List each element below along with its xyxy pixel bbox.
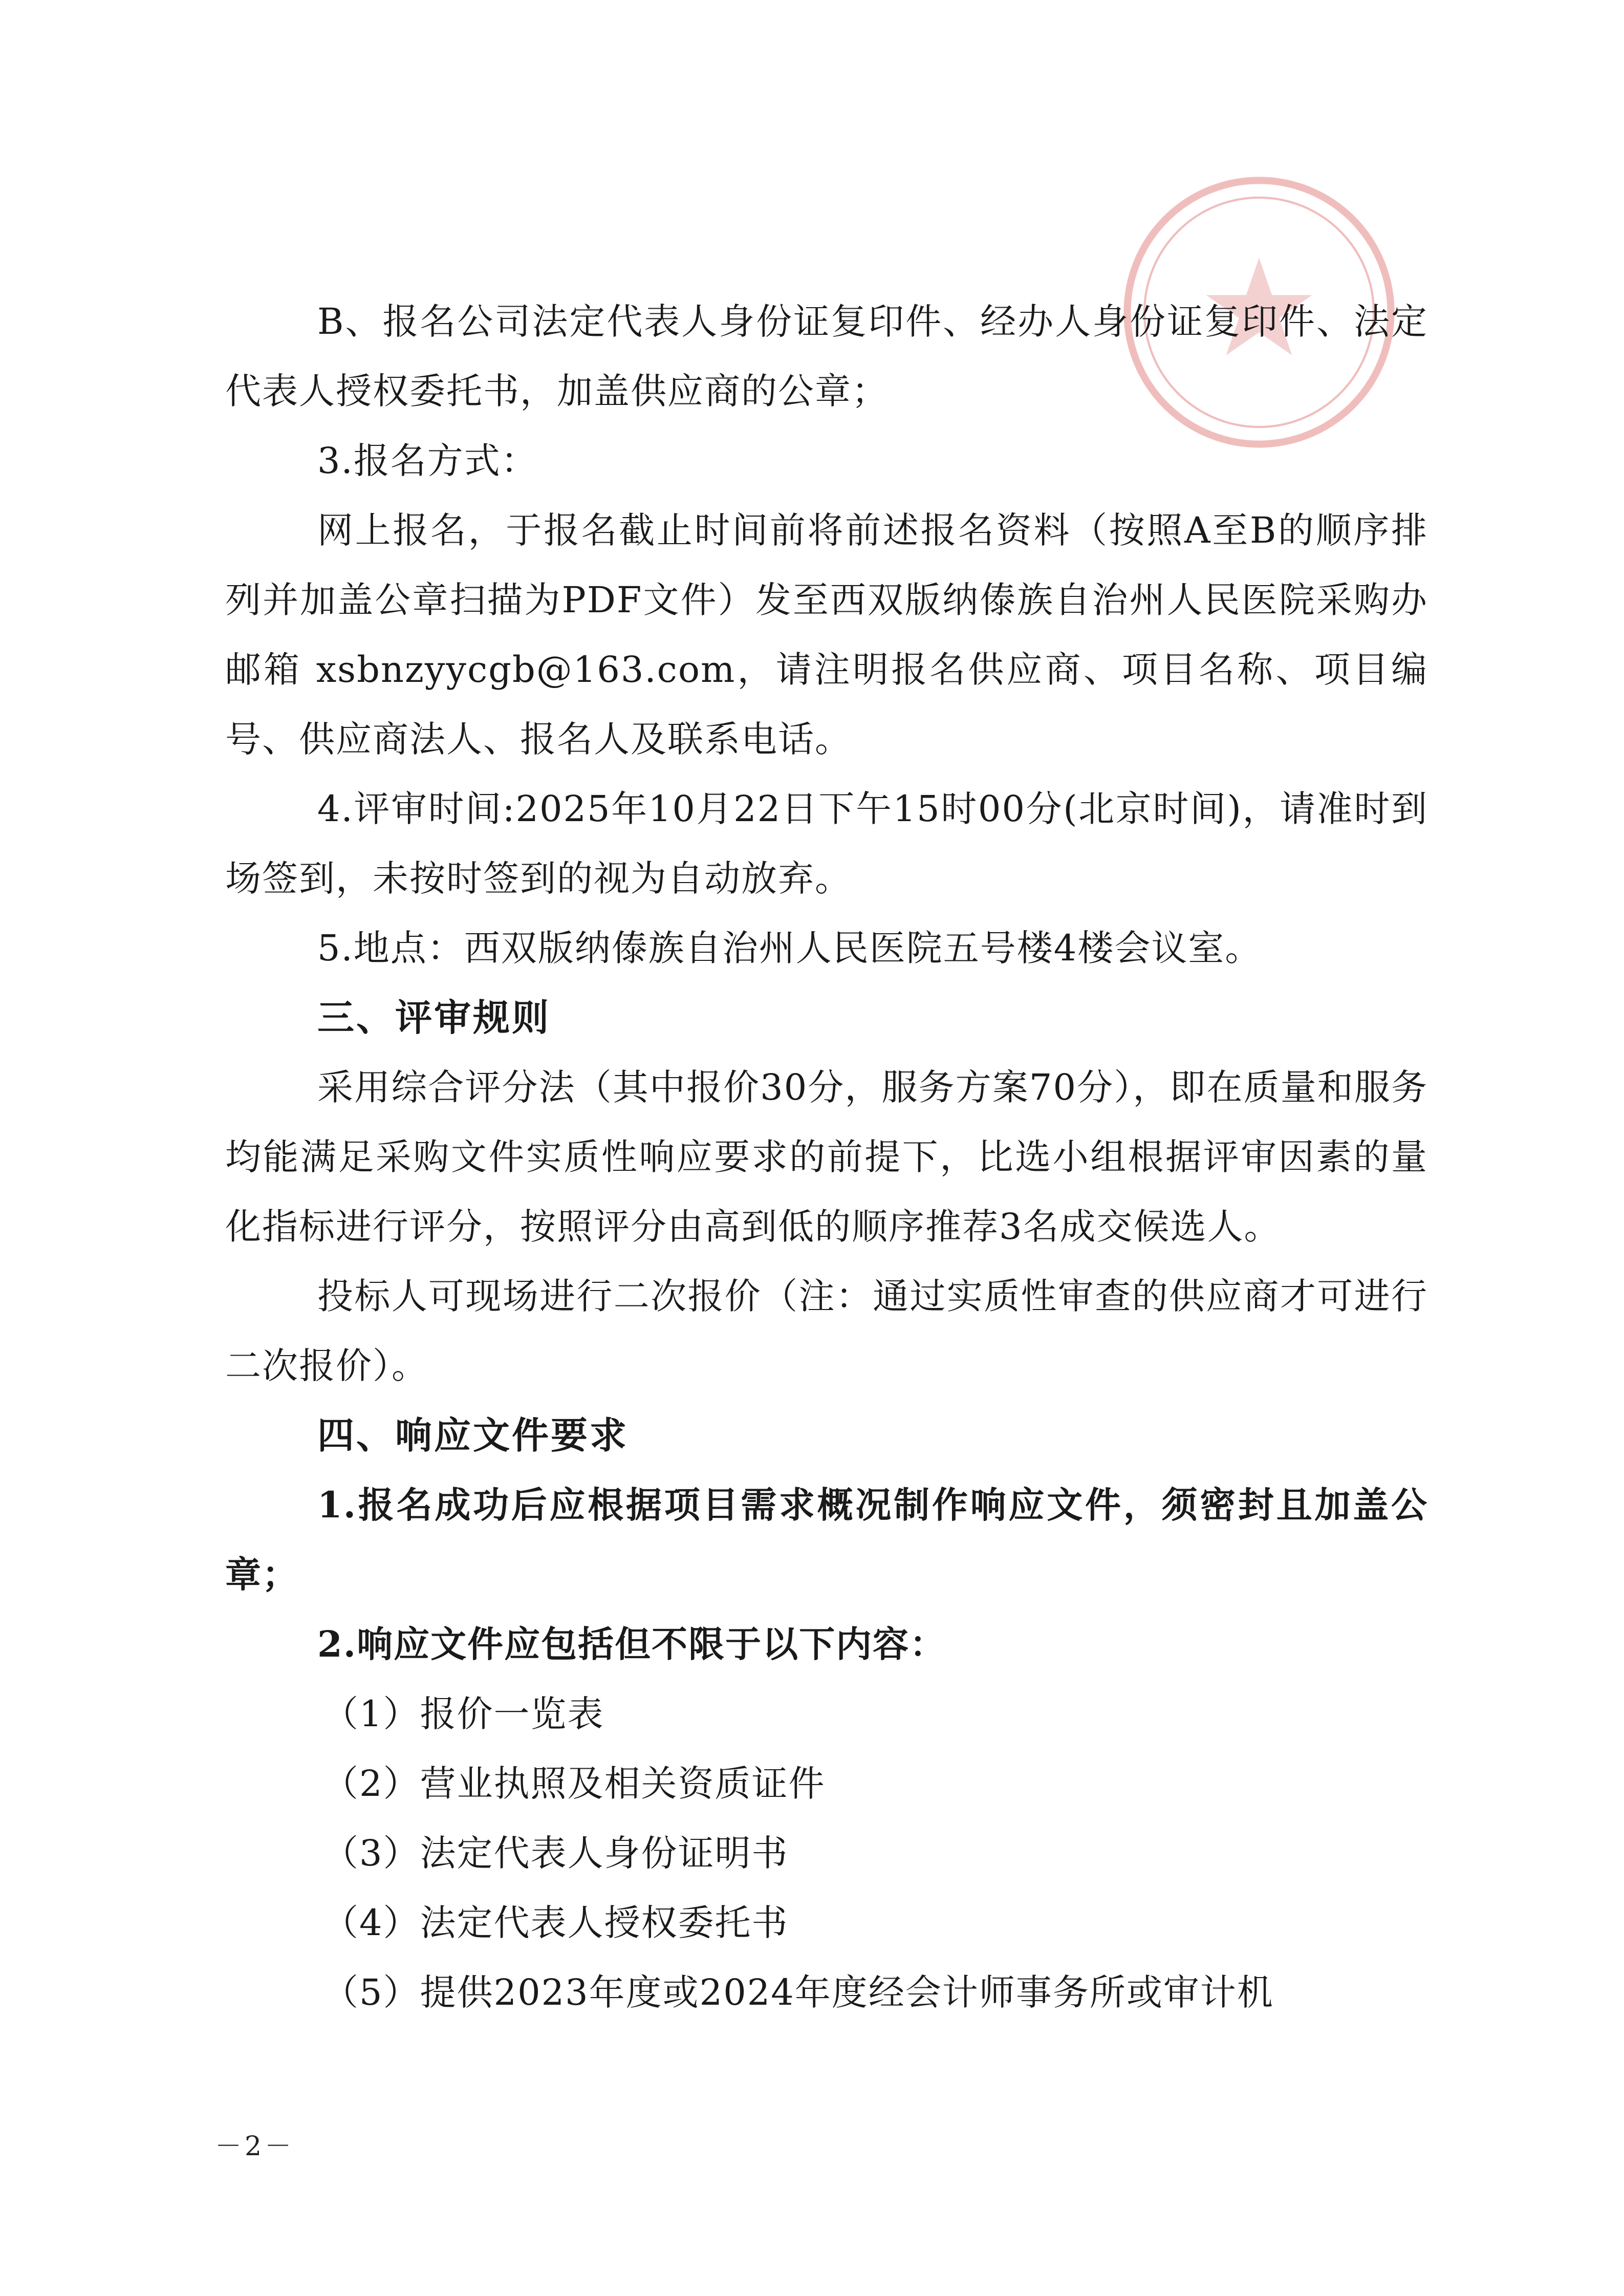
paragraph-review-time: 4.评审时间:2025年10月22日下午15时00分(北京时间)，请准时到场签到，未按时签到的视为自动放弃。 [225,788,1428,899]
list-item: （4）法定代表人授权委托书 [322,1902,789,1944]
paragraph-registration-method-title: 3.报名方式： [317,440,538,482]
paragraph-b-documents: B、报名公司法定代表人身份证复印件、经办人身份证复印件、法定代表人授权委托书，加盖供应商的公章； [225,301,1428,412]
list-item: （2）营业执照及相关资质证件 [322,1763,826,1805]
list-item: （3）法定代表人身份证明书 [322,1832,789,1874]
document-body [225,287,1428,2027]
paragraph-review-rules-body: 采用综合评分法（其中报价30分，服务方案70分），即在质量和服务均能满足采购文件实质性响应要求的前提下，比选小组根据评审因素的量化指标进行评分，按照评分由高到低的顺序推荐3名成交候选人。 [225,1066,1428,1248]
paragraph-registration-method-body: 网上报名，于报名截止时间前将前述报名资料（按照A至B的顺序排列并加盖公章扫描为PDF文件）发至西双版纳傣族自治州人民医院采购办邮箱 xsbnzyycgb@163.com，请注明报名供应商、项目名称、项目编号、供应商法人、报名人及联系电话。 [225,509,1428,760]
page-number: －2－ [215,2131,295,2162]
paragraph-requirement-1: 1.报名成功后应根据项目需求概况制作响应文件，须密封且加盖公章； [225,1484,1428,1596]
list-item: （1）报价一览表 [322,1693,604,1735]
list-item: （5）提供2023年度或2024年度经会计师事务所或审计机 [322,1971,1274,2013]
paragraph-location: 5.地点：西双版纳傣族自治州人民医院五号楼4楼会议室。 [317,927,1262,969]
paragraph-requirement-2: 2.响应文件应包括但不限于以下内容： [317,1623,947,1665]
heading-review-rules: 三、评审规则 [317,996,551,1039]
paragraph-second-quote: 投标人可现场进行二次报价（注：通过实质性审查的供应商才可进行二次报价）。 [225,1275,1428,1387]
heading-response-requirements: 四、响应文件要求 [317,1414,629,1457]
